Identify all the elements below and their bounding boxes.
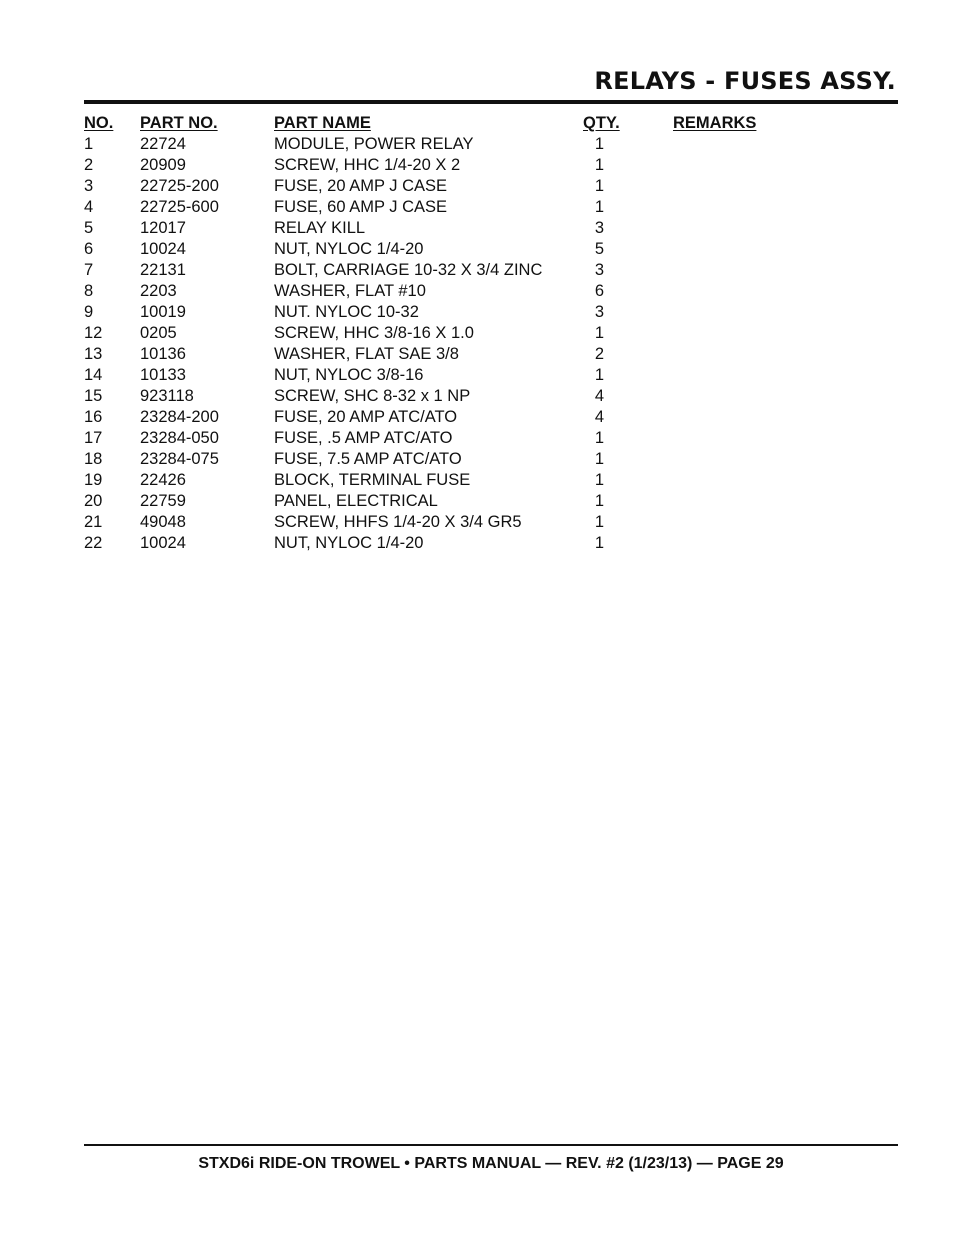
table-row bbox=[84, 386, 804, 407]
table-row bbox=[84, 428, 804, 449]
cell-part-name: SCREW, HHC 1/4-20 X 2 bbox=[274, 156, 461, 174]
cell-qty: 6 bbox=[594, 282, 605, 300]
cell-no: 7 bbox=[84, 261, 94, 279]
cell-no: 18 bbox=[84, 450, 103, 468]
table-row bbox=[84, 134, 804, 155]
cell-part-no: 22725-600 bbox=[140, 198, 219, 216]
cell-part-no: 10133 bbox=[140, 366, 186, 384]
cell-part-name: WASHER, FLAT #10 bbox=[274, 282, 426, 300]
header-qty: QTY. bbox=[583, 114, 620, 132]
cell-no: 22 bbox=[84, 534, 103, 552]
cell-no: 5 bbox=[84, 219, 94, 237]
cell-qty: 1 bbox=[594, 513, 605, 531]
table-header-row bbox=[84, 113, 804, 134]
table-row bbox=[84, 491, 804, 512]
table-row bbox=[84, 407, 804, 428]
cell-qty: 4 bbox=[594, 408, 605, 426]
cell-qty: 5 bbox=[594, 240, 605, 258]
table-row bbox=[84, 512, 804, 533]
table-row bbox=[84, 218, 804, 239]
table-row bbox=[84, 176, 804, 197]
cell-no: 2 bbox=[84, 156, 94, 174]
cell-part-name: FUSE, 20 AMP ATC/ATO bbox=[274, 408, 458, 426]
cell-no: 17 bbox=[84, 429, 103, 447]
header-no: NO. bbox=[84, 114, 114, 132]
cell-qty: 1 bbox=[594, 366, 605, 384]
title-divider bbox=[84, 100, 898, 104]
cell-part-name: RELAY KILL bbox=[274, 219, 366, 237]
table-row bbox=[84, 155, 804, 176]
footer-divider bbox=[84, 1144, 898, 1146]
cell-part-name: NUT. NYLOC 10-32 bbox=[274, 303, 419, 321]
cell-part-no: 10024 bbox=[140, 240, 186, 258]
cell-qty: 1 bbox=[594, 177, 605, 195]
cell-part-no: 23284-050 bbox=[140, 429, 219, 447]
cell-qty: 1 bbox=[594, 450, 605, 468]
table-row bbox=[84, 197, 804, 218]
cell-qty: 1 bbox=[594, 492, 605, 510]
cell-part-name: WASHER, FLAT SAE 3/8 bbox=[274, 345, 459, 363]
cell-no: 6 bbox=[84, 240, 94, 258]
header-part-name: PART NAME bbox=[274, 114, 371, 132]
cell-part-no: 10024 bbox=[140, 534, 186, 552]
cell-part-no: 22131 bbox=[140, 261, 186, 279]
cell-qty: 1 bbox=[594, 324, 605, 342]
table-row bbox=[84, 533, 804, 554]
cell-no: 12 bbox=[84, 324, 103, 342]
cell-part-no: 22724 bbox=[140, 135, 186, 153]
cell-qty: 2 bbox=[594, 345, 605, 363]
table-row bbox=[84, 302, 804, 323]
cell-part-name: SCREW, SHC 8-32 x 1 NP bbox=[274, 387, 471, 405]
parts-table bbox=[84, 113, 804, 554]
cell-part-no: 2203 bbox=[140, 282, 177, 300]
cell-part-name: NUT, NYLOC 1/4-20 bbox=[274, 534, 424, 552]
cell-part-no: 23284-200 bbox=[140, 408, 219, 426]
cell-part-name: NUT, NYLOC 1/4-20 bbox=[274, 240, 424, 258]
table-row bbox=[84, 323, 804, 344]
cell-qty: 1 bbox=[594, 156, 605, 174]
cell-no: 14 bbox=[84, 366, 103, 384]
header-remarks: REMARKS bbox=[673, 114, 757, 132]
cell-part-name: FUSE, 20 AMP J CASE bbox=[274, 177, 448, 195]
cell-no: 16 bbox=[84, 408, 103, 426]
cell-part-name: SCREW, HHFS 1/4-20 X 3/4 GR5 bbox=[274, 513, 522, 531]
cell-no: 4 bbox=[84, 198, 94, 216]
header-part-no: PART NO. bbox=[140, 114, 218, 132]
cell-qty: 4 bbox=[594, 387, 605, 405]
cell-no: 13 bbox=[84, 345, 103, 363]
cell-part-no: 923118 bbox=[140, 387, 194, 405]
table-row bbox=[84, 365, 804, 386]
cell-no: 15 bbox=[84, 387, 103, 405]
cell-qty: 3 bbox=[594, 219, 605, 237]
cell-qty: 3 bbox=[594, 303, 605, 321]
cell-no: 9 bbox=[84, 303, 94, 321]
cell-qty: 1 bbox=[594, 429, 605, 447]
cell-no: 21 bbox=[84, 513, 103, 531]
cell-part-no: 23284-075 bbox=[140, 450, 219, 468]
cell-no: 19 bbox=[84, 471, 103, 489]
cell-no: 3 bbox=[84, 177, 94, 195]
cell-part-no: 22725-200 bbox=[140, 177, 219, 195]
table-row bbox=[84, 281, 804, 302]
cell-part-no: 49048 bbox=[140, 513, 186, 531]
cell-part-no: 10136 bbox=[140, 345, 186, 363]
cell-part-name: BOLT, CARRIAGE 10-32 X 3/4 ZINC bbox=[274, 261, 543, 279]
cell-no: 20 bbox=[84, 492, 103, 510]
cell-qty: 1 bbox=[594, 135, 605, 153]
cell-qty: 1 bbox=[594, 471, 605, 489]
cell-part-name: FUSE, .5 AMP ATC/ATO bbox=[274, 429, 453, 447]
table-row bbox=[84, 344, 804, 365]
cell-no: 8 bbox=[84, 282, 94, 300]
cell-part-name: FUSE, 60 AMP J CASE bbox=[274, 198, 448, 216]
cell-part-no: 10019 bbox=[140, 303, 186, 321]
cell-part-no: 12017 bbox=[140, 219, 186, 237]
table-row bbox=[84, 239, 804, 260]
cell-qty: 1 bbox=[594, 198, 605, 216]
cell-part-name: FUSE, 7.5 AMP ATC/ATO bbox=[274, 450, 462, 468]
cell-part-no: 22426 bbox=[140, 471, 186, 489]
cell-part-no: 22759 bbox=[140, 492, 186, 510]
cell-part-name: NUT, NYLOC 3/8-16 bbox=[274, 366, 424, 384]
cell-part-no: 0205 bbox=[140, 324, 177, 342]
cell-qty: 3 bbox=[594, 261, 605, 279]
cell-part-name: BLOCK, TERMINAL FUSE bbox=[274, 471, 471, 489]
cell-part-no: 20909 bbox=[140, 156, 186, 174]
table-row bbox=[84, 260, 804, 281]
table-row bbox=[84, 470, 804, 491]
table-body bbox=[84, 134, 804, 554]
table-row bbox=[84, 449, 804, 470]
cell-part-name: MODULE, POWER RELAY bbox=[274, 135, 474, 153]
cell-no: 1 bbox=[84, 135, 94, 153]
page-title: RELAYS - FUSES ASSY. bbox=[594, 67, 896, 95]
cell-part-name: SCREW, HHC 3/8-16 X 1.0 bbox=[274, 324, 474, 342]
page-footer: STXD6i RIDE-ON TROWEL • PARTS MANUAL — REV. #2 (1/23/13) — PAGE 29 bbox=[198, 1155, 784, 1172]
cell-qty: 1 bbox=[594, 534, 605, 552]
cell-part-name: PANEL, ELECTRICAL bbox=[274, 492, 438, 510]
